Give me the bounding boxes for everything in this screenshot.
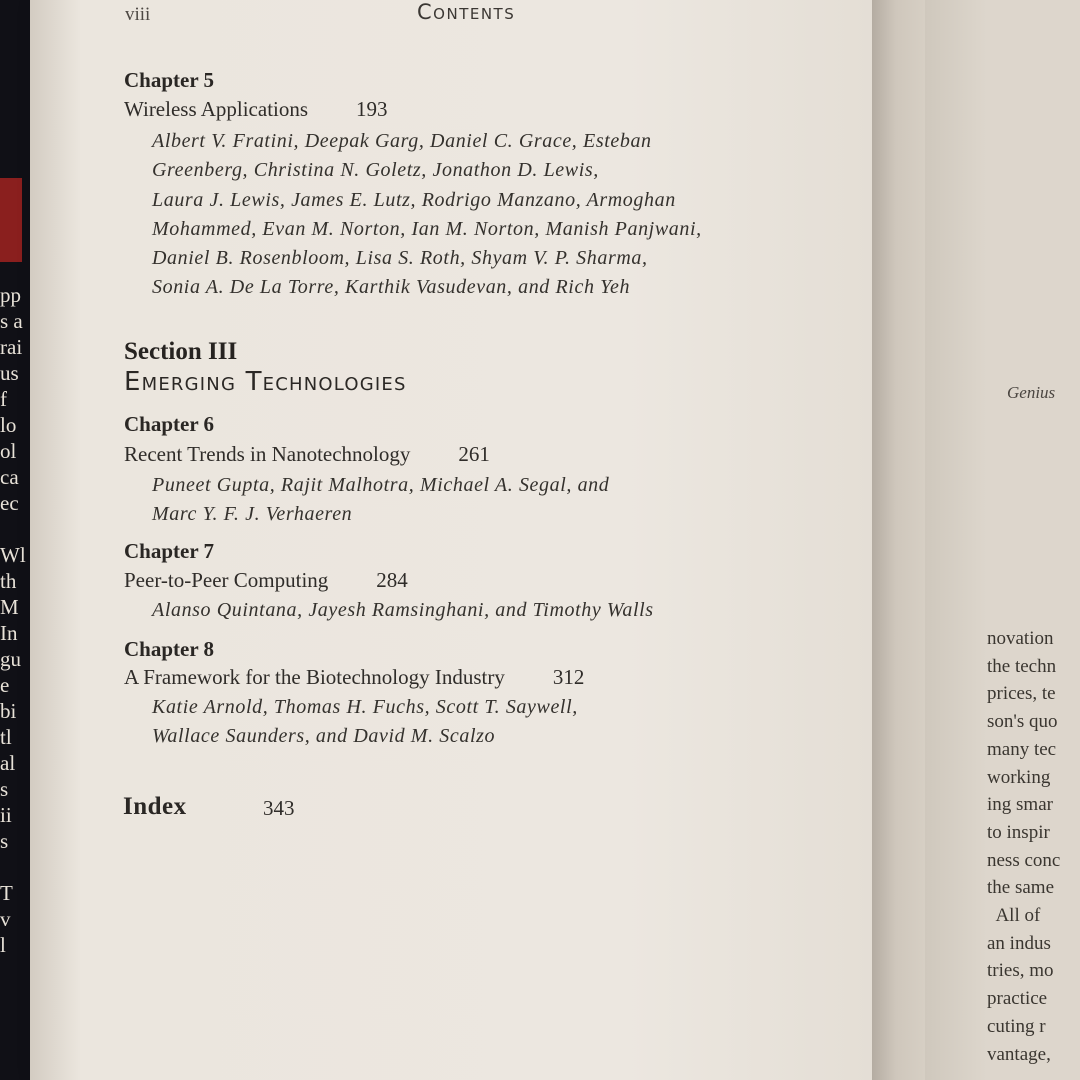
section-title: Emerging Technologies bbox=[124, 367, 407, 397]
author-line: Marc Y. F. J. Verhaeren bbox=[152, 503, 353, 526]
chapter-8-authors bbox=[152, 693, 578, 752]
chapter-8-title: A Framework for the Biotechnology Industry bbox=[124, 665, 505, 689]
chapter-7-entry bbox=[124, 568, 408, 593]
chapter-5-page: 193 bbox=[356, 97, 388, 121]
adjacent-book-text: pp s a rai us f lo ol ca ec Wl th M In gu e bi tl al s ii s T v l bbox=[0, 283, 26, 957]
author-line: Daniel B. Rosenbloom, Lisa S. Roth, Shyam V. P. Sharma, bbox=[152, 247, 648, 270]
chapter-5-entry bbox=[124, 97, 388, 122]
author-line: Laura J. Lewis, James E. Lutz, Rodrigo Manzano, Armoghan bbox=[152, 188, 676, 211]
chapter-5-label: Chapter 5 bbox=[124, 68, 215, 92]
chapter-8-page: 312 bbox=[552, 665, 585, 689]
chapter-6-entry bbox=[124, 442, 490, 467]
author-line: Mohammed, Evan M. Norton, Ian M. Norton, Manish Panjwani, bbox=[152, 217, 702, 240]
contents-page bbox=[30, 0, 880, 1080]
chapter-6-page: 261 bbox=[458, 442, 490, 466]
running-head: Contents bbox=[417, 0, 516, 24]
author-line: Sonia A. De La Torre, Karthik Vasudevan, and Rich Yeh bbox=[152, 276, 631, 299]
book-gutter bbox=[872, 0, 932, 1080]
author-line: Greenberg, Christina N. Goletz, Jonathon D. Lewis, bbox=[152, 159, 599, 182]
chapter-8-label: Chapter 8 bbox=[124, 637, 215, 661]
chapter-7-authors bbox=[152, 596, 654, 625]
index-label: Index bbox=[123, 793, 187, 820]
chapter-6-label: Chapter 6 bbox=[124, 412, 215, 436]
chapter-6-title: Recent Trends in Nanotechnology bbox=[124, 442, 411, 466]
chapter-5-title: Wireless Applications bbox=[124, 97, 309, 121]
chapter-8-entry bbox=[124, 665, 584, 690]
author-line: Puneet Gupta, Rajit Malhotra, Michael A. Segal, and bbox=[152, 474, 610, 496]
facing-page bbox=[925, 0, 1080, 1080]
chapter-5-authors bbox=[152, 127, 702, 303]
author-line: Albert V. Fratini, Deepak Garg, Daniel C. Grace, Esteban bbox=[152, 130, 652, 152]
author-line: Alanso Quintana, Jayesh Ramsinghani, and Timothy Walls bbox=[152, 599, 654, 621]
author-line: Katie Arnold, Thomas H. Fuchs, Scott T. Saywell, bbox=[152, 696, 578, 718]
facing-page-text: novation the techn prices, te son's quo many tec working ing smar to inspir ness conc the same All of an indus tries, mo practice cuting r vantage, bbox=[987, 628, 1061, 1065]
author-line: Wallace Saunders, and David M. Scalzo bbox=[152, 725, 496, 748]
section-label: Section III bbox=[124, 338, 238, 365]
page-number: viii bbox=[125, 4, 151, 25]
chapter-6-authors bbox=[152, 471, 609, 530]
adjacent-book-edge bbox=[0, 0, 34, 1080]
chapter-7-label: Chapter 7 bbox=[124, 539, 215, 563]
index-page: 343 bbox=[263, 796, 295, 820]
red-cover-block bbox=[0, 178, 22, 262]
facing-page-running-head: Genius bbox=[1007, 383, 1056, 402]
chapter-7-page: 284 bbox=[376, 568, 408, 592]
chapter-7-title: Peer-to-Peer Computing bbox=[124, 568, 329, 592]
